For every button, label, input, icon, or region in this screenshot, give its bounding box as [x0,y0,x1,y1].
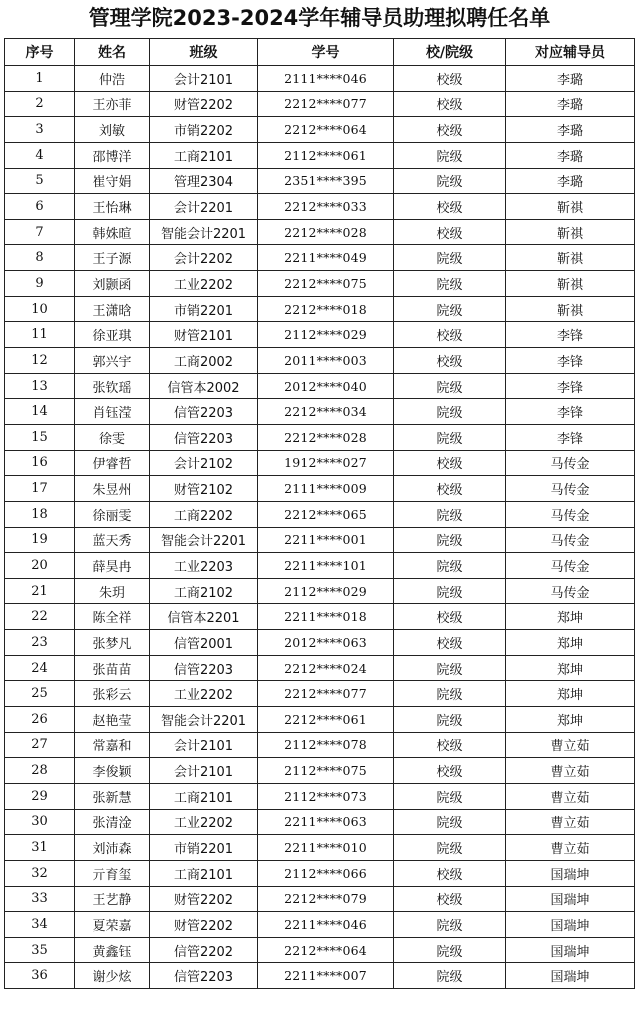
cell-index: 22 [5,604,75,630]
cell-student-id: 2212****064 [258,117,394,143]
cell-name: 韩姝暄 [75,219,150,245]
table-row [5,835,635,861]
table-row [5,912,635,938]
table-row [5,758,635,784]
cell-index: 6 [5,194,75,220]
cell-student-id: 2112****075 [258,758,394,784]
cell-student-id: 2351****395 [258,168,394,194]
cell-counselor: 郑坤 [506,630,635,656]
cell-class: 市销2201 [150,835,258,861]
cell-index: 33 [5,886,75,912]
cell-level: 院级 [394,527,506,553]
cell-student-id: 2211****063 [258,809,394,835]
cell-student-id: 2111****009 [258,476,394,502]
cell-class: 市销2202 [150,117,258,143]
table-row [5,66,635,92]
cell-counselor: 国瑞坤 [506,963,635,989]
cell-level: 院级 [394,963,506,989]
cell-name: 朱玥 [75,578,150,604]
cell-index: 26 [5,707,75,733]
table-row [5,886,635,912]
cell-level: 院级 [394,578,506,604]
table-row [5,860,635,886]
cell-index: 2 [5,91,75,117]
cell-student-id: 2211****046 [258,912,394,938]
table-row [5,707,635,733]
cell-class: 工商2102 [150,578,258,604]
table-row [5,578,635,604]
cell-index: 28 [5,758,75,784]
cell-class: 工业2202 [150,809,258,835]
cell-level: 校级 [394,758,506,784]
header-index: 序号 [5,39,75,66]
cell-name: 薛昊冉 [75,553,150,579]
cell-level: 院级 [394,912,506,938]
cell-counselor: 曹立茹 [506,758,635,784]
cell-student-id: 2112****066 [258,860,394,886]
cell-level: 校级 [394,117,506,143]
table-row [5,501,635,527]
cell-name: 徐雯 [75,424,150,450]
cell-name: 王怡琳 [75,194,150,220]
cell-counselor: 靳祺 [506,219,635,245]
table-row [5,219,635,245]
cell-class: 财管2202 [150,912,258,938]
cell-index: 12 [5,348,75,374]
cell-name: 徐亚琪 [75,322,150,348]
cell-student-id: 2212****034 [258,399,394,425]
cell-class: 信管2001 [150,630,258,656]
cell-name: 徐丽雯 [75,501,150,527]
cell-student-id: 2211****007 [258,963,394,989]
table-row [5,630,635,656]
cell-class: 信管2202 [150,937,258,963]
cell-counselor: 靳祺 [506,194,635,220]
cell-class: 信管2203 [150,655,258,681]
cell-level: 院级 [394,424,506,450]
cell-level: 校级 [394,66,506,92]
table-row [5,450,635,476]
cell-counselor: 曹立茹 [506,835,635,861]
cell-student-id: 2112****061 [258,142,394,168]
cell-name: 赵艳莹 [75,707,150,733]
cell-student-id: 2012****063 [258,630,394,656]
cell-counselor: 李锋 [506,322,635,348]
cell-class: 信管本2002 [150,373,258,399]
cell-index: 36 [5,963,75,989]
cell-level: 院级 [394,271,506,297]
cell-level: 院级 [394,553,506,579]
cell-counselor: 马传金 [506,476,635,502]
cell-level: 院级 [394,142,506,168]
table-row [5,399,635,425]
cell-student-id: 2012****040 [258,373,394,399]
cell-counselor: 曹立茹 [506,809,635,835]
table-row [5,604,635,630]
cell-counselor: 李璐 [506,91,635,117]
cell-class: 财管2202 [150,886,258,912]
cell-counselor: 李锋 [506,373,635,399]
cell-name: 亓育玺 [75,860,150,886]
cell-class: 信管2203 [150,424,258,450]
cell-student-id: 2211****010 [258,835,394,861]
cell-student-id: 2212****061 [258,707,394,733]
cell-counselor: 马传金 [506,450,635,476]
cell-student-id: 2112****073 [258,783,394,809]
table-row [5,271,635,297]
cell-index: 10 [5,296,75,322]
cell-level: 院级 [394,501,506,527]
cell-index: 35 [5,937,75,963]
cell-level: 院级 [394,245,506,271]
cell-name: 谢少炫 [75,963,150,989]
cell-name: 王亦菲 [75,91,150,117]
cell-class: 财管2102 [150,476,258,502]
cell-counselor: 李锋 [506,348,635,374]
cell-name: 张梦凡 [75,630,150,656]
table-header-row [5,39,635,66]
cell-class: 财管2101 [150,322,258,348]
table-body [5,66,635,989]
cell-counselor: 李璐 [506,117,635,143]
cell-class: 信管2203 [150,963,258,989]
cell-level: 校级 [394,476,506,502]
cell-level: 校级 [394,450,506,476]
table-row [5,245,635,271]
table-row [5,168,635,194]
cell-counselor: 李璐 [506,168,635,194]
cell-counselor: 曹立茹 [506,732,635,758]
cell-student-id: 2211****101 [258,553,394,579]
header-level: 校/院级 [394,39,506,66]
cell-name: 肖钰滢 [75,399,150,425]
cell-name: 王子源 [75,245,150,271]
cell-class: 会计2101 [150,732,258,758]
cell-class: 会计2202 [150,245,258,271]
cell-class: 智能会计2201 [150,219,258,245]
table-row [5,681,635,707]
cell-counselor: 马传金 [506,578,635,604]
cell-student-id: 2211****018 [258,604,394,630]
cell-counselor: 郑坤 [506,707,635,733]
table-row [5,373,635,399]
cell-level: 院级 [394,783,506,809]
cell-counselor: 马传金 [506,553,635,579]
cell-student-id: 2212****024 [258,655,394,681]
cell-name: 仲浩 [75,66,150,92]
cell-student-id: 2212****077 [258,91,394,117]
cell-counselor: 李锋 [506,399,635,425]
cell-counselor: 马传金 [506,501,635,527]
table-row [5,117,635,143]
cell-level: 院级 [394,399,506,425]
cell-index: 23 [5,630,75,656]
cell-class: 管理2304 [150,168,258,194]
cell-counselor: 郑坤 [506,681,635,707]
cell-counselor: 靳祺 [506,271,635,297]
cell-index: 8 [5,245,75,271]
cell-class: 工业2202 [150,271,258,297]
cell-student-id: 2112****029 [258,322,394,348]
cell-index: 4 [5,142,75,168]
cell-name: 伊睿哲 [75,450,150,476]
cell-index: 17 [5,476,75,502]
cell-class: 工商2101 [150,860,258,886]
cell-student-id: 2212****018 [258,296,394,322]
cell-counselor: 国瑞坤 [506,886,635,912]
cell-name: 夏荣嘉 [75,912,150,938]
table-row [5,424,635,450]
cell-student-id: 2212****064 [258,937,394,963]
table-row [5,783,635,809]
header-name: 姓名 [75,39,150,66]
cell-index: 27 [5,732,75,758]
table-row [5,91,635,117]
cell-name: 郭兴宇 [75,348,150,374]
cell-class: 会计2102 [150,450,258,476]
cell-student-id: 2212****028 [258,219,394,245]
header-class: 班级 [150,39,258,66]
cell-index: 25 [5,681,75,707]
cell-student-id: 2112****078 [258,732,394,758]
cell-class: 工商2202 [150,501,258,527]
cell-name: 邵博洋 [75,142,150,168]
cell-class: 会计2101 [150,66,258,92]
cell-level: 院级 [394,681,506,707]
cell-class: 工业2202 [150,681,258,707]
cell-name: 常嘉和 [75,732,150,758]
cell-student-id: 2212****075 [258,271,394,297]
cell-index: 34 [5,912,75,938]
table-row [5,322,635,348]
cell-level: 校级 [394,604,506,630]
table-row [5,809,635,835]
cell-index: 13 [5,373,75,399]
cell-class: 信管本2201 [150,604,258,630]
cell-class: 财管2202 [150,91,258,117]
cell-level: 院级 [394,937,506,963]
cell-name: 刘敏 [75,117,150,143]
cell-counselor: 国瑞坤 [506,860,635,886]
cell-index: 5 [5,168,75,194]
cell-index: 19 [5,527,75,553]
cell-name: 李俊颖 [75,758,150,784]
cell-counselor: 李锋 [506,424,635,450]
cell-index: 20 [5,553,75,579]
cell-name: 张苗苗 [75,655,150,681]
cell-counselor: 国瑞坤 [506,937,635,963]
cell-student-id: 2212****028 [258,424,394,450]
cell-level: 校级 [394,322,506,348]
cell-counselor: 靳祺 [506,296,635,322]
cell-index: 32 [5,860,75,886]
cell-name: 崔守娟 [75,168,150,194]
cell-index: 11 [5,322,75,348]
header-student-id: 学号 [258,39,394,66]
cell-student-id: 1912****027 [258,450,394,476]
cell-student-id: 2111****046 [258,66,394,92]
cell-level: 校级 [394,91,506,117]
cell-class: 工商2002 [150,348,258,374]
cell-class: 市销2201 [150,296,258,322]
cell-level: 校级 [394,348,506,374]
cell-level: 院级 [394,707,506,733]
table-row [5,527,635,553]
cell-class: 智能会计2201 [150,707,258,733]
cell-name: 张新慧 [75,783,150,809]
cell-student-id: 2212****065 [258,501,394,527]
cell-name: 张钦瑶 [75,373,150,399]
cell-name: 张彩云 [75,681,150,707]
cell-name: 刘颢函 [75,271,150,297]
appointment-table [4,38,635,989]
cell-index: 31 [5,835,75,861]
cell-class: 工业2203 [150,553,258,579]
cell-student-id: 2211****049 [258,245,394,271]
cell-student-id: 2212****033 [258,194,394,220]
cell-class: 智能会计2201 [150,527,258,553]
cell-student-id: 2011****003 [258,348,394,374]
cell-counselor: 郑坤 [506,604,635,630]
cell-class: 会计2201 [150,194,258,220]
cell-level: 校级 [394,860,506,886]
cell-counselor: 李璐 [506,66,635,92]
table-row [5,194,635,220]
cell-student-id: 2212****079 [258,886,394,912]
cell-index: 3 [5,117,75,143]
page-title: 管理学院2023-2024学年辅导员助理拟聘任名单 [88,6,551,30]
cell-class: 工商2101 [150,783,258,809]
cell-index: 14 [5,399,75,425]
cell-level: 校级 [394,886,506,912]
cell-level: 院级 [394,809,506,835]
cell-name: 张清淦 [75,809,150,835]
cell-counselor: 靳祺 [506,245,635,271]
table-row [5,142,635,168]
table-row [5,296,635,322]
cell-counselor: 国瑞坤 [506,912,635,938]
cell-student-id: 2112****029 [258,578,394,604]
cell-name: 王艺静 [75,886,150,912]
cell-level: 院级 [394,168,506,194]
cell-name: 陈全祥 [75,604,150,630]
cell-class: 信管2203 [150,399,258,425]
cell-counselor: 曹立茹 [506,783,635,809]
cell-counselor: 马传金 [506,527,635,553]
cell-class: 会计2101 [150,758,258,784]
cell-level: 院级 [394,373,506,399]
table-row [5,348,635,374]
cell-level: 校级 [394,732,506,758]
cell-level: 校级 [394,630,506,656]
cell-index: 9 [5,271,75,297]
cell-index: 1 [5,66,75,92]
cell-student-id: 2211****001 [258,527,394,553]
cell-name: 蓝天秀 [75,527,150,553]
header-counselor: 对应辅导员 [506,39,635,66]
cell-class: 工商2101 [150,142,258,168]
cell-level: 院级 [394,296,506,322]
cell-index: 24 [5,655,75,681]
cell-name: 朱昱州 [75,476,150,502]
cell-level: 校级 [394,219,506,245]
cell-index: 7 [5,219,75,245]
cell-level: 院级 [394,655,506,681]
table-row [5,553,635,579]
cell-name: 刘沛森 [75,835,150,861]
cell-counselor: 郑坤 [506,655,635,681]
cell-level: 院级 [394,835,506,861]
table-row [5,476,635,502]
table-row [5,937,635,963]
table-row [5,655,635,681]
cell-index: 15 [5,424,75,450]
cell-index: 30 [5,809,75,835]
table-row [5,732,635,758]
cell-index: 16 [5,450,75,476]
cell-name: 王潇晗 [75,296,150,322]
cell-index: 29 [5,783,75,809]
cell-student-id: 2212****077 [258,681,394,707]
cell-index: 18 [5,501,75,527]
cell-index: 21 [5,578,75,604]
cell-counselor: 李璐 [506,142,635,168]
cell-level: 校级 [394,194,506,220]
cell-name: 黄鑫钰 [75,937,150,963]
table-row [5,963,635,989]
